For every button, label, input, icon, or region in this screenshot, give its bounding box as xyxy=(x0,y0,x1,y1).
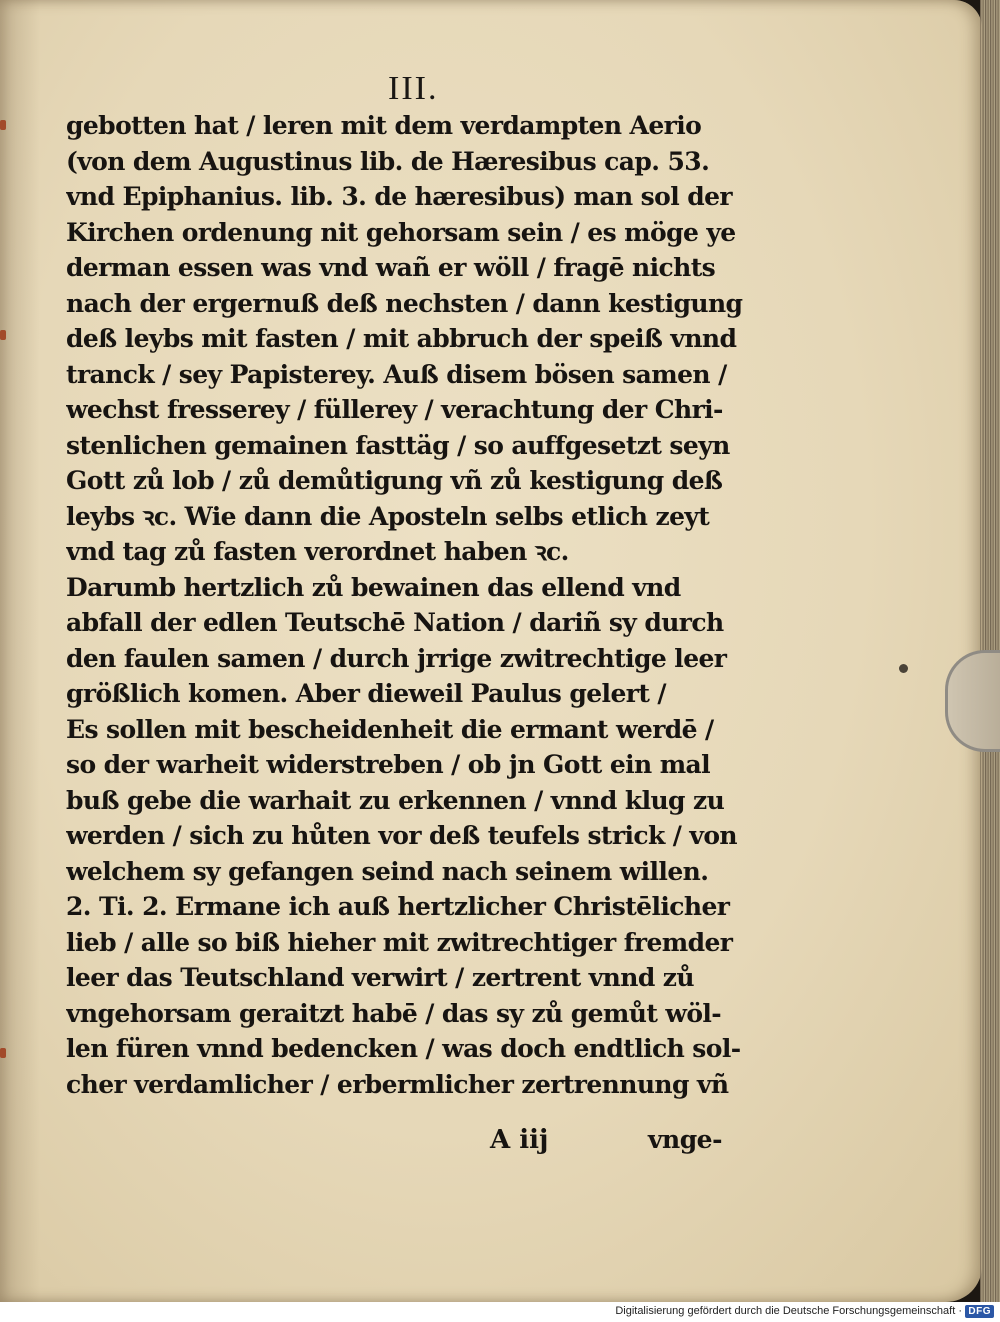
dfg-logo-icon: DFG xyxy=(965,1305,994,1318)
text-line: leer das Teutschland verwirt / zertrent vnnd zů xyxy=(66,963,694,992)
text-line: cher verdamlicher / erbermlicher zertrennung vñ xyxy=(66,1069,729,1099)
text-line: 2. Ti. 2. Ermane ich auß hertzlicher Christēlicher xyxy=(66,892,730,921)
text-line: deß leybs mit fasten / mit abbruch der speiß vnnd xyxy=(66,324,737,353)
text-line: len füren vnnd bedencken / was doch endtlich sol- xyxy=(66,1034,741,1063)
text-line: Darumb hertzlich zů bewainen das ellend vnd xyxy=(66,572,681,602)
text-line: leybs ꝛc. Wie dann die Aposteln selbs etlich zeyt xyxy=(66,501,710,531)
signature-mark: A iij xyxy=(490,1125,549,1155)
text-line: werden / sich zu hůten vor deß teufels strick / von xyxy=(66,821,738,850)
text-line: nach der ergernuß deß nechsten / dann kestigung xyxy=(66,288,743,318)
funding-credit: Digitalisierung gefördert durch die Deutsche Forschungsgemeinschaft · xyxy=(615,1305,962,1317)
text-line: vngehorsam geraitzt habē / das sy zů gemůt wöl- xyxy=(66,998,722,1028)
margin-mark xyxy=(0,1048,6,1058)
text-line: Gott zů lob / zů demůtigung vñ zů kestigung deß xyxy=(66,466,723,495)
catchword: vnge- xyxy=(648,1125,722,1154)
body-text xyxy=(66,108,746,1102)
text-line: den faulen samen / durch jrrige zwitrechtige leer xyxy=(66,643,727,673)
text-line: größlich komen. Aber dieweil Paulus gelert / xyxy=(66,679,666,708)
text-line: so der warheit widerstreben / ob jn Gott ein mal xyxy=(66,750,711,779)
text-line: abfall der edlen Teutschē Nation / dariñ sy durch xyxy=(66,608,724,637)
margin-mark xyxy=(0,330,6,340)
text-line: buß gebe die warhait zu erkennen / vnnd klug zu xyxy=(66,785,725,815)
text-line: lieb / alle so biß hieher mit zwitrechtiger fremder xyxy=(66,927,733,957)
clasp-tab xyxy=(945,650,1000,752)
ink-spot xyxy=(899,664,908,673)
text-line: wechst fresserey / füllerey / verachtung der Chri- xyxy=(66,395,723,424)
text-line: vnd Epiphanius. lib. 3. de hæresibus) man sol der xyxy=(66,182,732,211)
text-line: welchem sy gefangen seind nach seinem willen. xyxy=(66,856,709,886)
margin-mark xyxy=(0,120,6,130)
text-line: gebotten hat / leren mit dem verdampten Aerio xyxy=(66,111,702,140)
text-line: (von dem Augustinus lib. de Hæresibus cap. 53. xyxy=(66,146,710,176)
text-line: stenlichen gemainen fasttäg / so auffgesetzt seyn xyxy=(66,430,730,460)
folio-number: III. xyxy=(388,70,439,107)
text-line: derman essen was vnd wañ er wöll / fragē nichts xyxy=(66,253,716,282)
text-line: Kirchen ordenung nit gehorsam sein / es möge ye xyxy=(66,217,736,247)
text-line: tranck / sey Papisterey. Auß disem bösen samen / xyxy=(66,359,727,389)
text-line: Es sollen mit bescheidenheit die ermant werdē / xyxy=(66,714,714,744)
text-line: vnd tag zů fasten verordnet haben ꝛc. xyxy=(66,537,569,566)
spine-shadow xyxy=(0,0,40,1302)
